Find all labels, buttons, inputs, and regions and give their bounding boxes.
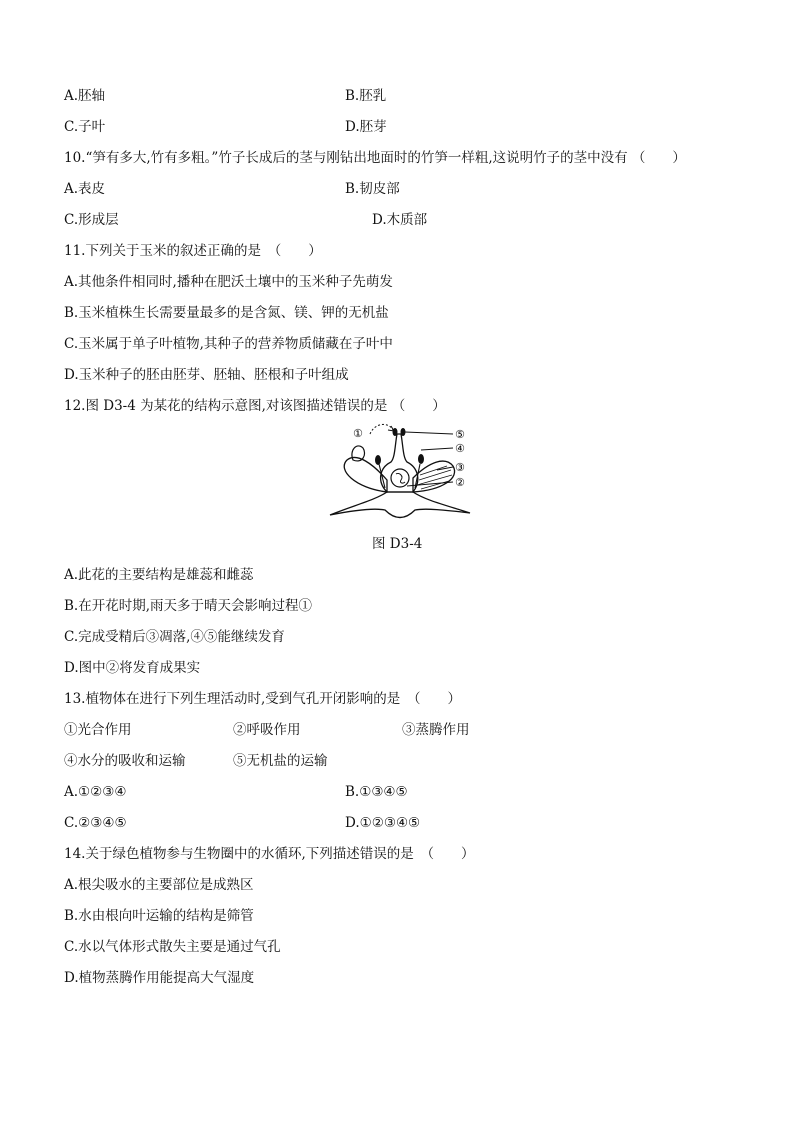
q10-option-d: D.木质部 [372,212,428,228]
q13-option-b: B.①③④⑤ [345,784,408,800]
q13-item-5: ⑤无机盐的运输 [233,753,328,769]
q12-option-d: D.图中②将发育成果实 [64,660,201,676]
q9-option-d: D.胚芽 [345,119,387,135]
q13-item-1: ①光合作用 [64,722,132,738]
q11-option-b: B.玉米植株生长需要量最多的是含氮、镁、钾的无机盐 [64,305,389,321]
q14-stem: 14.关于绿色植物参与生物圈中的水循环,下列描述错误的是 （ ） [64,846,475,862]
flower-receptacle [330,492,470,518]
flower-structure-figure [325,420,475,525]
flower-anther-left [375,455,381,465]
flower-ovule [391,469,409,487]
q13-item-3: ③蒸腾作用 [402,722,470,738]
figure-label-4: ④ [455,442,465,455]
q11-option-c: C.玉米属于单子叶植物,其种子的营养物质储藏在子叶中 [64,336,393,352]
flower-sepal-left [352,446,365,461]
q12-option-b: B.在开花时期,雨天多于晴天会影响过程① [64,598,313,614]
q9-option-b: B.胚乳 [345,88,387,104]
q14-option-a: A.根尖吸水的主要部位是成熟区 [64,877,254,893]
q9-option-c: C.子叶 [64,119,106,135]
figure-label-1: ① [353,427,363,440]
figure-label-5: ⑤ [455,428,465,441]
q11-stem: 11.下列关于玉米的叙述正确的是 （ ） [64,243,322,259]
q12-option-c: C.完成受精后③凋落,④⑤能继续发育 [64,629,285,645]
figure-caption: 图 D3-4 [372,536,423,552]
q13-item-4: ④水分的吸收和运输 [64,753,186,769]
flower-pistil [381,434,418,492]
figure-label-2: ② [455,476,465,489]
q13-item-2: ②呼吸作用 [233,722,301,738]
q9-option-a: A.胚轴 [64,88,106,104]
q10-stem: 10.“笋有多大,竹有多粗。”竹子长成后的茎与刚钻出地面时的竹笋一样粗,这说明竹子的茎中没有 （ ） [64,150,686,166]
q10-option-a: A.表皮 [64,181,106,197]
pollination-arrow [370,424,393,434]
q13-option-a: A.①②③④ [64,784,127,800]
q12-stem: 12.图 D3-4 为某花的结构示意图,对该图描述错误的是 （ ） [64,398,446,414]
q11-option-d: D.玉米种子的胚由胚芽、胚轴、胚根和子叶组成 [64,367,349,383]
q12-option-a: A.此花的主要结构是雄蕊和雌蕊 [64,567,254,583]
q13-option-c: C.②③④⑤ [64,815,127,831]
q14-option-d: D.植物蒸腾作用能提高大气湿度 [64,970,255,986]
q10-option-b: B.韧皮部 [345,181,400,197]
flower-anther-right [418,454,424,464]
q14-option-b: B.水由根向叶运输的结构是筛管 [64,908,254,924]
q14-option-c: C.水以气体形式散失主要是通过气孔 [64,939,281,955]
q11-option-a: A.其他条件相同时,播种在肥沃土壤中的玉米种子先萌发 [64,274,393,290]
figure-label-3: ③ [455,461,465,474]
q10-option-c: C.形成层 [64,212,119,228]
q13-stem: 13.植物体在进行下列生理活动时,受到气孔开闭影响的是 （ ） [64,691,462,707]
q13-option-d: D.①②③④⑤ [345,815,421,831]
